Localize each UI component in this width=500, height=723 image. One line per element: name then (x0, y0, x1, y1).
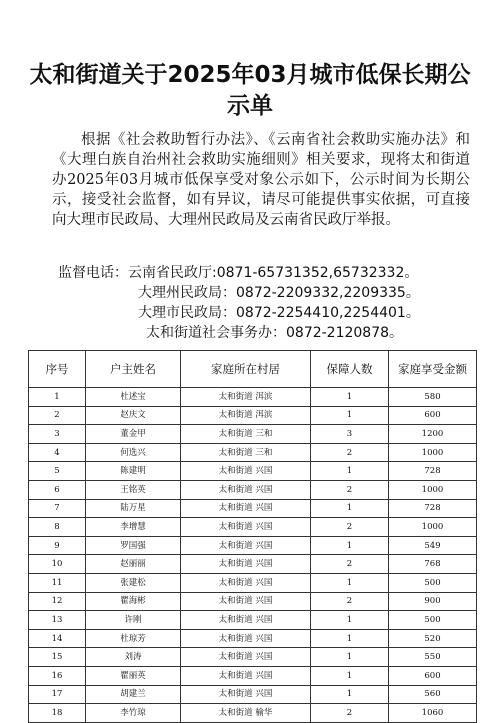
cell-amount: 580 (389, 388, 477, 407)
cell-covered-persons: 2 (311, 480, 389, 499)
cell-householder-name: 李增慧 (86, 518, 181, 537)
contact-line-street-office: 太和街道社会事务办：0872-2120878。 (146, 325, 404, 341)
cell-index: 3 (29, 425, 86, 444)
cell-index: 1 (29, 388, 86, 407)
cell-amount: 560 (389, 685, 477, 704)
cell-covered-persons: 2 (311, 704, 389, 723)
cell-covered-persons: 2 (311, 555, 389, 574)
table-row (29, 704, 477, 723)
contact-line-prefecture: 大理州民政局：0872-2209332,2209335。 (138, 285, 420, 301)
table-row (29, 592, 477, 611)
cell-village: 太和街道 三和 (181, 443, 311, 462)
cell-village: 太和街道 兴国 (181, 592, 311, 611)
cell-covered-persons: 2 (311, 592, 389, 611)
cell-householder-name: 赵庆文 (86, 406, 181, 425)
table-header-row (29, 351, 477, 388)
cell-householder-name: 张建松 (86, 573, 181, 592)
cell-householder-name: 许刚 (86, 611, 181, 630)
header-amount: 家庭享受金额 (389, 351, 477, 388)
contact-line-provincial: 监督电话：云南省民政厅:0871-65731352,65732332。 (58, 265, 419, 281)
cell-covered-persons: 1 (311, 629, 389, 648)
cell-householder-name: 王铭英 (86, 480, 181, 499)
cell-householder-name: 胡建兰 (86, 685, 181, 704)
cell-householder-name: 瞿丽英 (86, 666, 181, 685)
cell-householder-name: 杜述宝 (86, 388, 181, 407)
cell-householder-name: 瞿海彬 (86, 592, 181, 611)
table-row (29, 536, 477, 555)
table-row (29, 648, 477, 667)
cell-householder-name: 罗国强 (86, 536, 181, 555)
table-row (29, 666, 477, 685)
cell-covered-persons: 2 (311, 518, 389, 537)
cell-amount: 900 (389, 592, 477, 611)
cell-covered-persons: 1 (311, 648, 389, 667)
table-body (29, 388, 477, 723)
cell-index: 13 (29, 611, 86, 630)
cell-index: 8 (29, 518, 86, 537)
cell-covered-persons: 1 (311, 573, 389, 592)
cell-village: 太和街道 洱滨 (181, 406, 311, 425)
cell-householder-name: 刘涛 (86, 648, 181, 667)
cell-village: 太和街道 兴国 (181, 685, 311, 704)
table-row (29, 518, 477, 537)
cell-covered-persons: 3 (311, 425, 389, 444)
cell-village: 太和街道 兴国 (181, 499, 311, 518)
cell-index: 4 (29, 443, 86, 462)
cell-village: 太和街道 兴国 (181, 536, 311, 555)
table-row (29, 629, 477, 648)
cell-householder-name: 李竹琼 (86, 704, 181, 723)
recipient-table (28, 350, 477, 723)
cell-village: 太和街道 榆华 (181, 704, 311, 723)
cell-amount: 520 (389, 629, 477, 648)
table-row (29, 406, 477, 425)
contact-block (30, 263, 490, 343)
header-village: 家庭所在村居 (181, 351, 311, 388)
cell-index: 17 (29, 685, 86, 704)
cell-village: 太和街道 兴国 (181, 462, 311, 481)
cell-covered-persons: 1 (311, 462, 389, 481)
cell-village: 太和街道 兴国 (181, 573, 311, 592)
cell-index: 16 (29, 666, 86, 685)
cell-amount: 1200 (389, 425, 477, 444)
cell-amount: 768 (389, 555, 477, 574)
table-row (29, 480, 477, 499)
cell-village: 太和街道 三和 (181, 425, 311, 444)
cell-amount: 500 (389, 611, 477, 630)
cell-amount: 549 (389, 536, 477, 555)
cell-index: 9 (29, 536, 86, 555)
document-title: 太和街道关于2025年03月城市低保长期公示单 (29, 62, 471, 119)
contact-line-city: 大理市民政局：0872-2254410,2254401。 (138, 305, 420, 321)
table-row (29, 685, 477, 704)
cell-amount: 728 (389, 499, 477, 518)
cell-amount: 500 (389, 573, 477, 592)
table-row (29, 388, 477, 407)
cell-covered-persons: 1 (311, 499, 389, 518)
cell-amount: 1060 (389, 704, 477, 723)
table-row (29, 499, 477, 518)
cell-amount: 728 (389, 462, 477, 481)
cell-householder-name: 赵丽丽 (86, 555, 181, 574)
cell-householder-name: 陆万星 (86, 499, 181, 518)
table-row (29, 573, 477, 592)
cell-index: 6 (29, 480, 86, 499)
cell-index: 2 (29, 406, 86, 425)
cell-village: 太和街道 兴国 (181, 480, 311, 499)
cell-index: 18 (29, 704, 86, 723)
cell-householder-name: 何选兴 (86, 443, 181, 462)
cell-amount: 550 (389, 648, 477, 667)
cell-amount: 1000 (389, 480, 477, 499)
header-householder-name: 户主姓名 (86, 351, 181, 388)
notice-body: 根据《社会救助暂行办法》、《云南省社会救助实施办法》和《大理白族自治州社会救助实施细则》相关要求，现将太和街道办2025年03月城市低保享受对象公示如下，公示时间为长期公示，接受社会监督，如有异议，请尽可能提供事实依据，可直接向大理市民政局、大理州民政局及云南省民政厅举报。 (52, 132, 470, 228)
cell-amount: 600 (389, 666, 477, 685)
table-row (29, 555, 477, 574)
cell-village: 太和街道 兴国 (181, 666, 311, 685)
cell-amount: 1000 (389, 443, 477, 462)
cell-householder-name: 杜琼芳 (86, 629, 181, 648)
cell-covered-persons: 1 (311, 536, 389, 555)
cell-village: 太和街道 洱滨 (181, 388, 311, 407)
table-row (29, 462, 477, 481)
cell-index: 12 (29, 592, 86, 611)
cell-amount: 600 (389, 406, 477, 425)
cell-covered-persons: 1 (311, 611, 389, 630)
cell-village: 太和街道 兴国 (181, 555, 311, 574)
table-row (29, 425, 477, 444)
cell-village: 太和街道 兴国 (181, 629, 311, 648)
cell-index: 10 (29, 555, 86, 574)
header-covered-persons: 保障人数 (311, 351, 389, 388)
cell-village: 太和街道 兴国 (181, 611, 311, 630)
cell-amount: 1000 (389, 518, 477, 537)
cell-covered-persons: 1 (311, 666, 389, 685)
cell-index: 11 (29, 573, 86, 592)
table-row (29, 443, 477, 462)
cell-covered-persons: 1 (311, 388, 389, 407)
cell-index: 7 (29, 499, 86, 518)
cell-householder-name: 董金甲 (86, 425, 181, 444)
cell-index: 14 (29, 629, 86, 648)
cell-village: 太和街道 兴国 (181, 518, 311, 537)
table-row (29, 611, 477, 630)
cell-index: 5 (29, 462, 86, 481)
cell-village: 太和街道 兴国 (181, 648, 311, 667)
cell-covered-persons: 1 (311, 685, 389, 704)
cell-householder-name: 陈建明 (86, 462, 181, 481)
cell-covered-persons: 1 (311, 406, 389, 425)
header-index: 序号 (29, 351, 86, 388)
cell-index: 15 (29, 648, 86, 667)
cell-covered-persons: 2 (311, 443, 389, 462)
